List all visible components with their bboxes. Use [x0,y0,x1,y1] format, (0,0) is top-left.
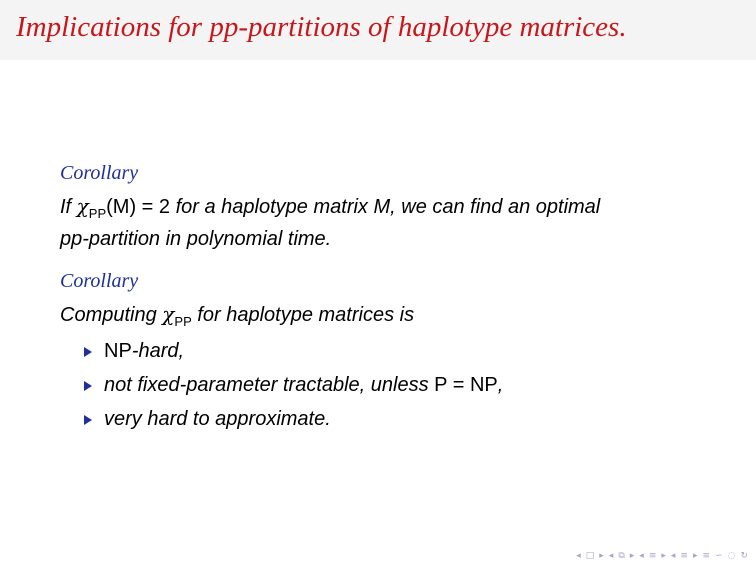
slide-title: Implications for pp-partitions of haplotype matrices. [16,11,627,43]
corollary2-list [60,334,503,436]
nav-subsection-icon[interactable]: ⧉ [618,551,625,561]
list-item [60,402,503,436]
nav-search-icon[interactable]: ◌ [727,551,736,561]
nav-prev-doc-icon[interactable]: ◂ [670,551,676,561]
chi-symbol-2: χ [162,302,175,326]
list-item [60,334,503,368]
corollary-body-1 [60,191,600,254]
corollary2-intro-post: for haplotype matrices is [191,304,415,326]
item-text: very hard to approximate. [104,408,331,430]
nav-prev-sub-icon[interactable]: ◂ [608,551,614,561]
nav-frame-icon[interactable]: □ [585,551,595,561]
corollary1-math: (M) = 2 [106,196,171,218]
corollary-heading-1: Corollary [60,162,139,184]
nav-next-doc-icon[interactable]: ▸ [692,551,698,561]
bullet-triangle-icon [84,415,92,425]
chi-symbol: χ [76,194,89,218]
p-equals-np-math: P = NP [434,374,498,396]
bullet-triangle-icon [84,381,92,391]
nav-back-icon[interactable]: ∽ [715,551,723,561]
corollary-block-1 [60,162,600,254]
nav-next-sub-icon[interactable]: ▸ [629,551,635,561]
nav-doc-icon[interactable]: ≡ [680,551,688,561]
chi-subscript-2: PP [174,314,192,329]
bullet-triangle-icon [84,347,92,357]
item-text: -hard, [131,340,185,362]
np-math: NP [104,340,132,362]
corollary1-text-pre: If [60,196,77,218]
nav-next-section-icon[interactable]: ▸ [661,551,666,561]
chi-subscript: PP [88,206,107,221]
corollary1-line2: pp-partition in polynomial time. [60,228,332,250]
beamer-navigation [576,551,748,561]
corollary-heading-2: Corollary [60,270,139,292]
nav-toc-icon[interactable]: ≡ [702,551,711,561]
list-item [60,368,503,402]
nav-forward-icon[interactable]: ↻ [740,551,748,561]
nav-prev-frame-icon[interactable]: ◂ [576,551,581,561]
corollary1-text-post: for a haplotype matrix M, we can find an optimal [170,196,601,218]
corollary-block-2 [60,270,503,436]
nav-section-icon[interactable]: ≡ [648,551,657,561]
nav-prev-section-icon[interactable]: ◂ [639,551,644,561]
nav-next-frame-icon[interactable]: ▸ [599,551,604,561]
item-text-pre: not fixed-parameter tractable, unless [104,374,435,396]
item-text-post: , [497,374,504,396]
corollary-body-2 [60,299,503,332]
corollary2-intro-pre: Computing [60,304,163,326]
title-bar [0,0,756,60]
